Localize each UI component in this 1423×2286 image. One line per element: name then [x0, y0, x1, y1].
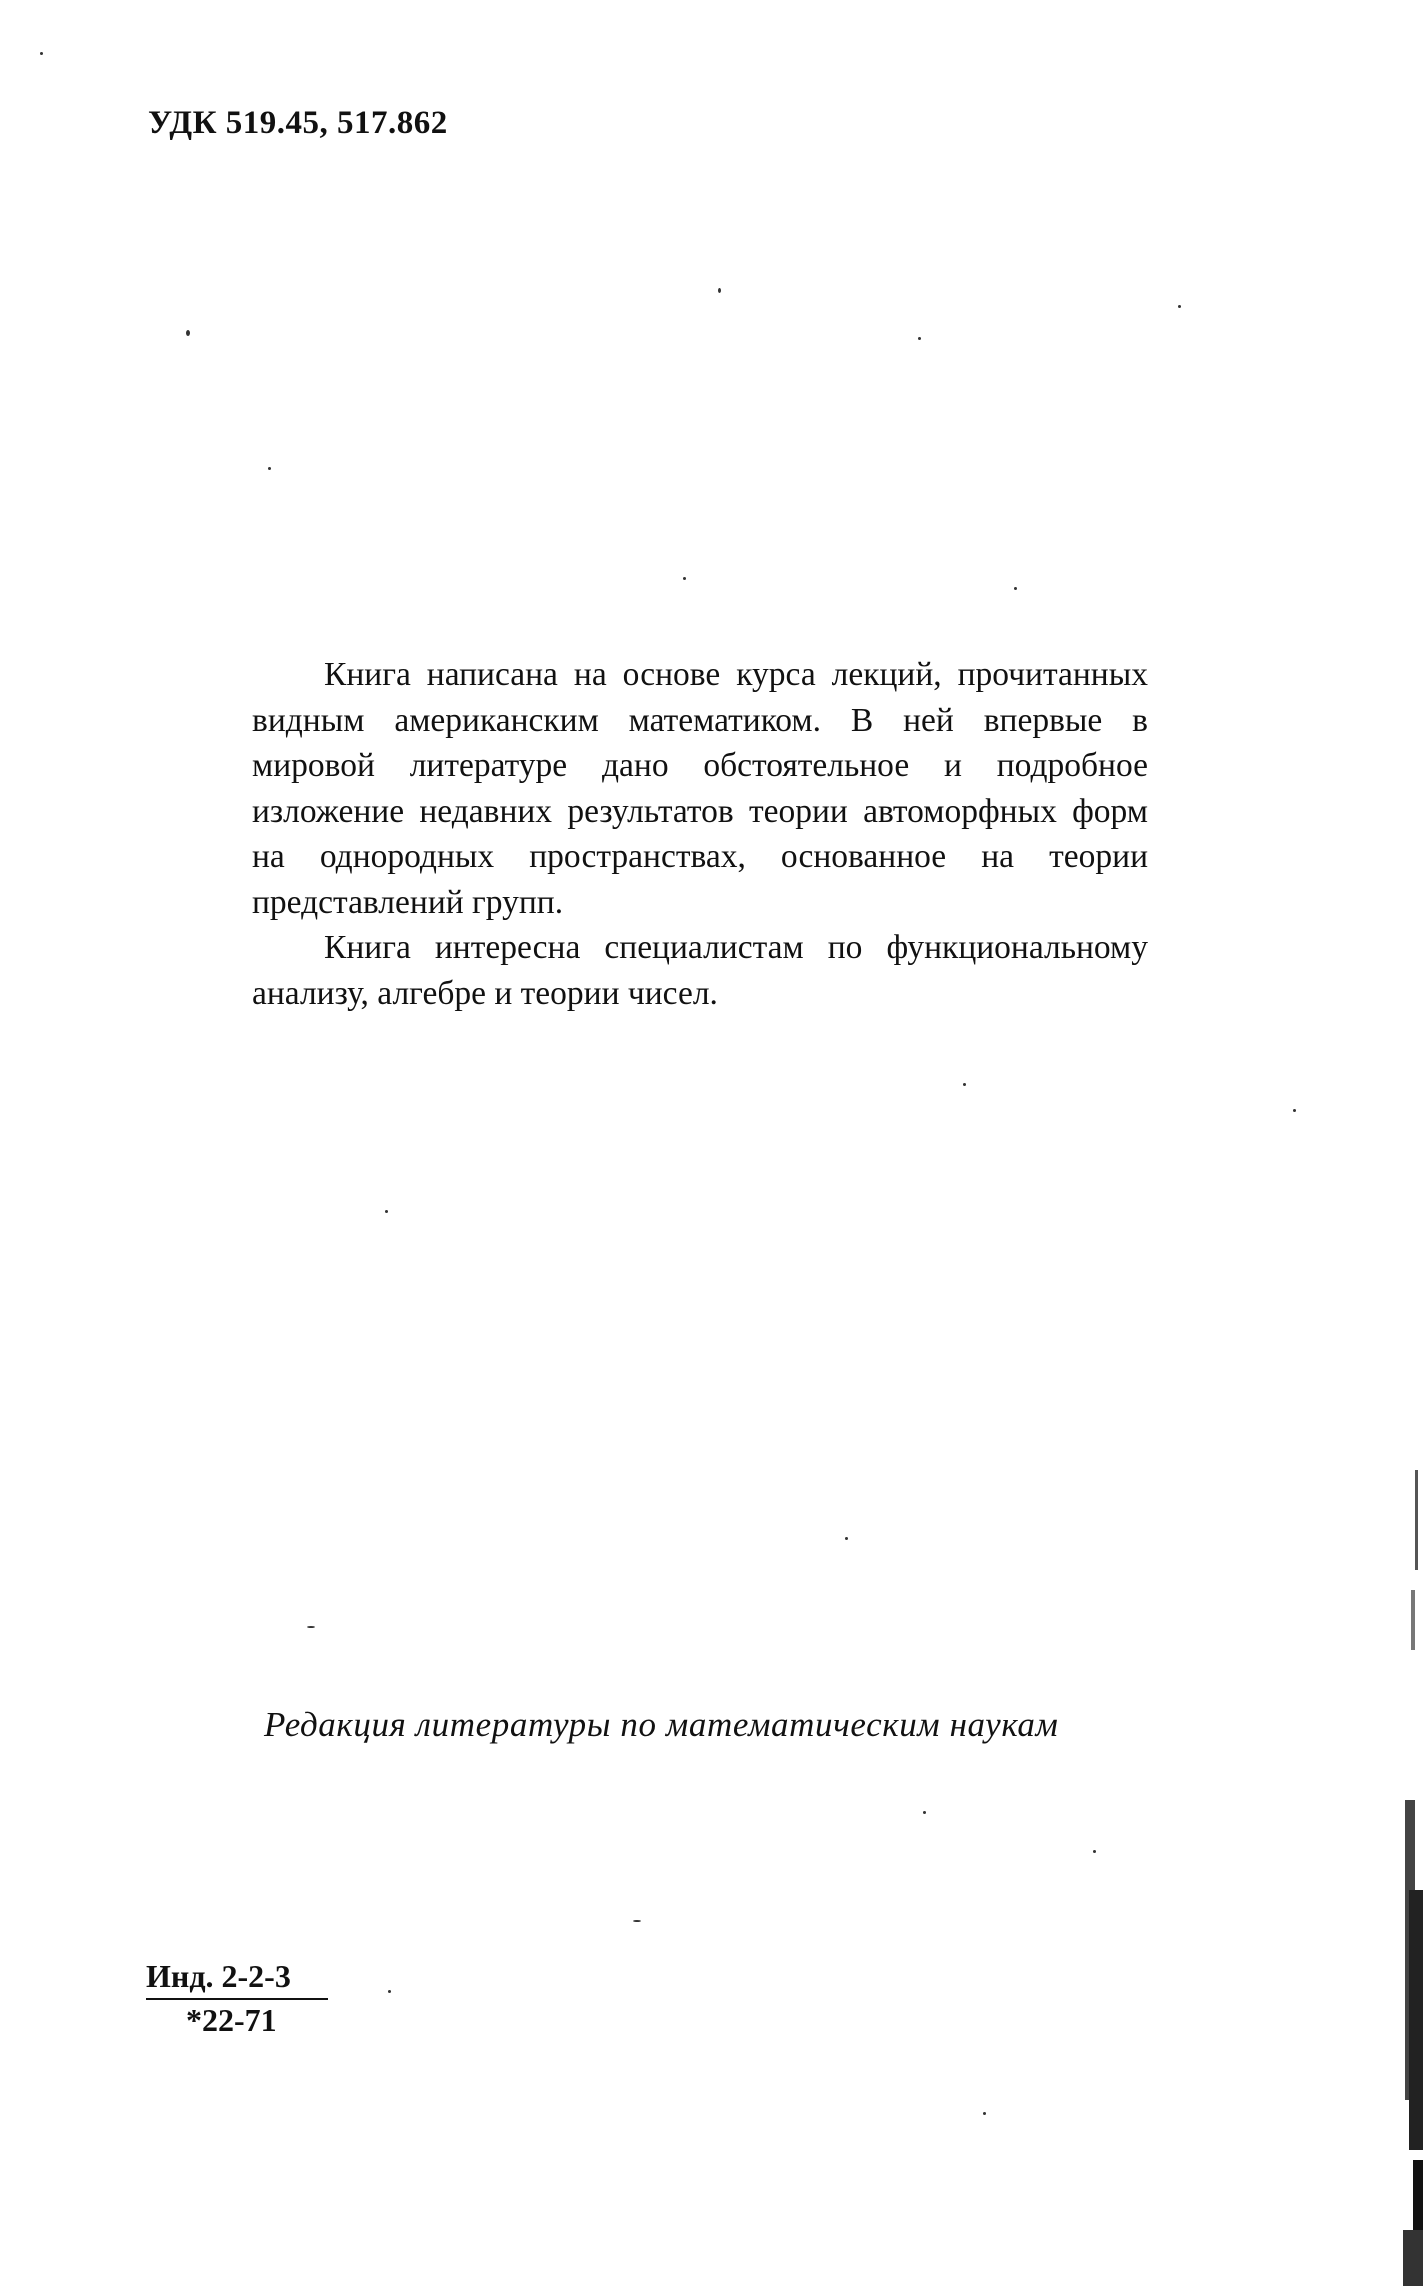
scan-speck	[40, 52, 43, 55]
scan-speck	[186, 330, 190, 336]
scan-speck	[1093, 1850, 1096, 1853]
publication-index	[146, 1958, 328, 2039]
editorial-office: Редакция литературы по математическим наукам	[264, 1705, 1059, 1744]
scan-speck	[718, 288, 721, 293]
scan-speck	[268, 467, 271, 470]
scan-edge-shadow	[1395, 1470, 1423, 2286]
scan-speck	[983, 2112, 986, 2115]
scan-speck	[1014, 587, 1017, 590]
udk-classification: УДК 519.45, 517.862	[148, 105, 448, 141]
index-code: *22-71	[186, 2002, 277, 2038]
scan-speck	[307, 1626, 315, 1628]
scan-speck	[385, 1210, 388, 1213]
scan-speck	[918, 337, 921, 340]
annotation-paragraph-2: Книга интересна специалистам по функциональному анализу, алгебре и теории чисел.	[252, 929, 1148, 1012]
scan-speck	[845, 1537, 848, 1540]
book-annotation	[252, 652, 1148, 1016]
annotation-paragraph-1: Книга написана на основе курса лекций, прочитанных видным американским математиком. В ней впервые в мировой литературе дано обстоятельное и подробное изложение недавних результатов теории автоморфных форм на однородных пространствах, основанное на теории представлений групп.	[252, 656, 1148, 921]
scan-speck	[633, 1920, 641, 1922]
scan-speck	[963, 1083, 966, 1086]
scan-speck	[923, 1811, 926, 1814]
scan-speck	[1293, 1109, 1296, 1112]
scan-speck	[683, 577, 686, 580]
index-number: Инд. 2-2-3	[146, 1958, 291, 1994]
scan-speck	[388, 1990, 391, 1993]
scan-speck	[1178, 305, 1181, 308]
